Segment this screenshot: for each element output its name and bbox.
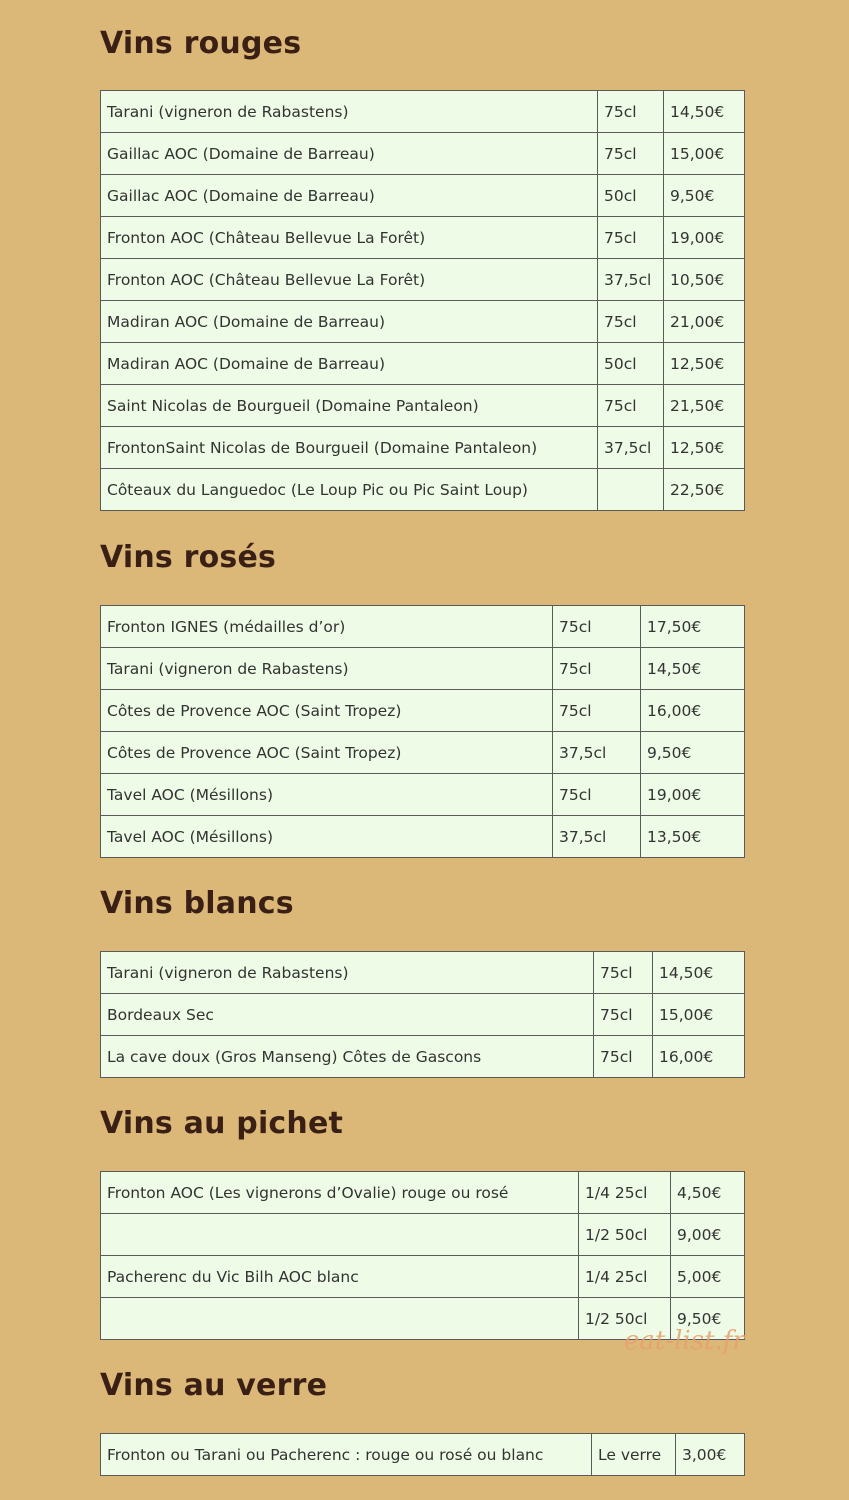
wine-name-cell: La cave doux (Gros Manseng) Côtes de Gascons — [101, 1036, 594, 1078]
price-cell: 10,50€ — [664, 259, 745, 301]
bottle-size-cell: 50cl — [598, 175, 664, 217]
bottle-size-cell: 75cl — [598, 91, 664, 133]
bottle-size-cell: 75cl — [598, 301, 664, 343]
price-cell: 15,00€ — [664, 133, 745, 175]
price-cell: 14,50€ — [641, 648, 745, 690]
price-cell: 16,00€ — [653, 1036, 745, 1078]
wine-name-cell: Tavel AOC (Mésillons) — [101, 774, 553, 816]
bottle-size-cell: 75cl — [598, 217, 664, 259]
wine-table-vins-rouges — [100, 90, 745, 511]
wine-table-vins-au-verre — [100, 1433, 745, 1476]
wine-name-cell — [101, 1214, 579, 1256]
bottle-size-cell: 75cl — [553, 690, 641, 732]
bottle-size-cell: 75cl — [594, 1036, 653, 1078]
wine-name-cell: Madiran AOC (Domaine de Barreau) — [101, 343, 598, 385]
price-cell: 9,50€ — [671, 1298, 745, 1340]
bottle-size-cell: 75cl — [598, 133, 664, 175]
bottle-size-cell: 75cl — [594, 952, 653, 994]
price-cell: 17,50€ — [641, 606, 745, 648]
table-row — [101, 1036, 745, 1078]
table-row — [101, 732, 745, 774]
table-row — [101, 1214, 745, 1256]
section-title-vins-au-verre: Vins au verre — [100, 1368, 328, 1403]
price-cell: 21,00€ — [664, 301, 745, 343]
table-row — [101, 1172, 745, 1214]
wine-table-vins-au-pichet — [100, 1171, 745, 1340]
wine-name-cell: Madiran AOC (Domaine de Barreau) — [101, 301, 598, 343]
bottle-size-cell: 37,5cl — [598, 427, 664, 469]
wine-name-cell: Côteaux du Languedoc (Le Loup Pic ou Pic Saint Loup) — [101, 469, 598, 511]
price-cell: 9,50€ — [664, 175, 745, 217]
price-cell: 3,00€ — [676, 1434, 745, 1476]
table-row — [101, 91, 745, 133]
bottle-size-cell: 37,5cl — [598, 259, 664, 301]
watermark: eat-list.fr — [624, 1326, 745, 1356]
price-cell: 14,50€ — [664, 91, 745, 133]
table-row — [101, 343, 745, 385]
bottle-size-cell: 50cl — [598, 343, 664, 385]
price-cell: 16,00€ — [641, 690, 745, 732]
table-row — [101, 606, 745, 648]
bottle-size-cell: 75cl — [598, 385, 664, 427]
table-row — [101, 952, 745, 994]
wine-name-cell: Pacherenc du Vic Bilh AOC blanc — [101, 1256, 579, 1298]
wine-name-cell: Tarani (vigneron de Rabastens) — [101, 648, 553, 690]
price-cell: 15,00€ — [653, 994, 745, 1036]
price-cell: 19,00€ — [641, 774, 745, 816]
bottle-size-cell: 75cl — [553, 774, 641, 816]
wine-name-cell: Fronton AOC (Les vignerons d’Ovalie) rouge ou rosé — [101, 1172, 579, 1214]
wine-name-cell: FrontonSaint Nicolas de Bourgueil (Domaine Pantaleon) — [101, 427, 598, 469]
bottle-size-cell — [598, 469, 664, 511]
wine-name-cell: Bordeaux Sec — [101, 994, 594, 1036]
table-row — [101, 469, 745, 511]
section-title-vins-rouges: Vins rouges — [100, 26, 302, 61]
table-row — [101, 774, 745, 816]
table-row — [101, 175, 745, 217]
bottle-size-cell: 1/4 25cl — [579, 1256, 671, 1298]
wine-name-cell: Fronton ou Tarani ou Pacherenc : rouge ou rosé ou blanc — [101, 1434, 592, 1476]
price-cell: 5,00€ — [671, 1256, 745, 1298]
table-row — [101, 648, 745, 690]
wine-name-cell: Tarani (vigneron de Rabastens) — [101, 952, 594, 994]
wine-name-cell: Tavel AOC (Mésillons) — [101, 816, 553, 858]
wine-name-cell: Fronton AOC (Château Bellevue La Forêt) — [101, 217, 598, 259]
bottle-size-cell: 75cl — [553, 606, 641, 648]
price-cell: 21,50€ — [664, 385, 745, 427]
table-row — [101, 1434, 745, 1476]
table-row — [101, 427, 745, 469]
price-cell: 4,50€ — [671, 1172, 745, 1214]
table-row — [101, 816, 745, 858]
bottle-size-cell: Le verre — [592, 1434, 676, 1476]
wine-name-cell: Fronton AOC (Château Bellevue La Forêt) — [101, 259, 598, 301]
wine-name-cell: Fronton IGNES (médailles d’or) — [101, 606, 553, 648]
price-cell: 14,50€ — [653, 952, 745, 994]
wine-name-cell — [101, 1298, 579, 1340]
wine-name-cell: Gaillac AOC (Domaine de Barreau) — [101, 133, 598, 175]
section-title-vins-blancs: Vins blancs — [100, 886, 294, 921]
table-row — [101, 259, 745, 301]
wine-name-cell: Côtes de Provence AOC (Saint Tropez) — [101, 732, 553, 774]
bottle-size-cell: 1/2 50cl — [579, 1298, 671, 1340]
table-row — [101, 690, 745, 732]
price-cell: 22,50€ — [664, 469, 745, 511]
table-row — [101, 1256, 745, 1298]
wine-name-cell: Tarani (vigneron de Rabastens) — [101, 91, 598, 133]
wine-table-vins-blancs — [100, 951, 745, 1078]
table-row — [101, 385, 745, 427]
price-cell: 9,50€ — [641, 732, 745, 774]
bottle-size-cell: 75cl — [594, 994, 653, 1036]
bottle-size-cell: 1/2 50cl — [579, 1214, 671, 1256]
section-title-vins-roses: Vins rosés — [100, 540, 277, 575]
wine-table-vins-roses — [100, 605, 745, 858]
bottle-size-cell: 75cl — [553, 648, 641, 690]
price-cell: 12,50€ — [664, 343, 745, 385]
wine-name-cell: Côtes de Provence AOC (Saint Tropez) — [101, 690, 553, 732]
price-cell: 12,50€ — [664, 427, 745, 469]
section-title-vins-au-pichet: Vins au pichet — [100, 1106, 344, 1141]
bottle-size-cell: 1/4 25cl — [579, 1172, 671, 1214]
table-row — [101, 301, 745, 343]
wine-name-cell: Saint Nicolas de Bourgueil (Domaine Pantaleon) — [101, 385, 598, 427]
table-row — [101, 217, 745, 259]
price-cell: 19,00€ — [664, 217, 745, 259]
bottle-size-cell: 37,5cl — [553, 732, 641, 774]
wine-name-cell: Gaillac AOC (Domaine de Barreau) — [101, 175, 598, 217]
table-row — [101, 133, 745, 175]
bottle-size-cell: 37,5cl — [553, 816, 641, 858]
price-cell: 9,00€ — [671, 1214, 745, 1256]
price-cell: 13,50€ — [641, 816, 745, 858]
table-row — [101, 994, 745, 1036]
